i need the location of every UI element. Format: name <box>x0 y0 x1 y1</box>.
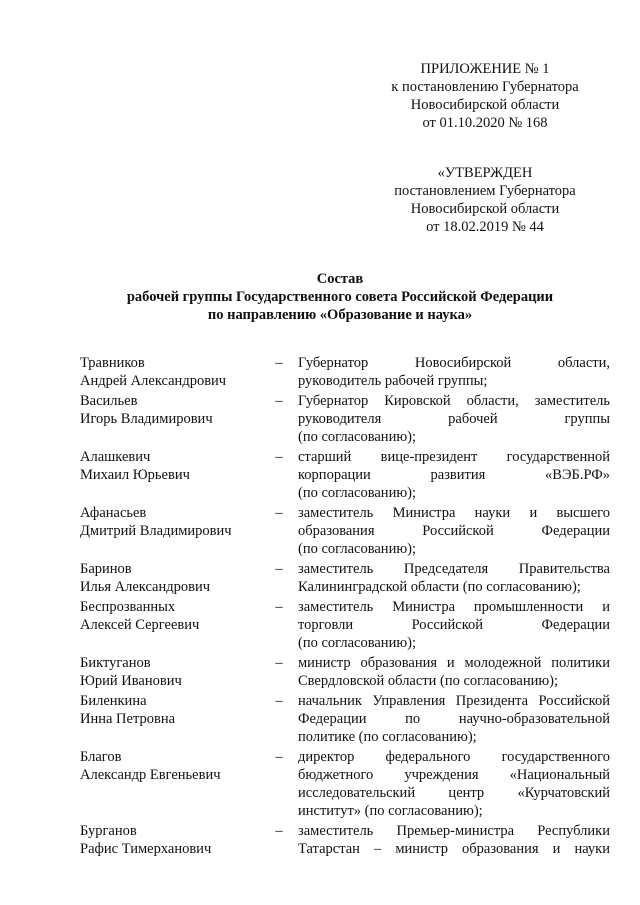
member-given-names: Илья Александрович <box>80 579 211 595</box>
member-name <box>80 654 260 690</box>
member-surname: Биктуганов <box>80 655 151 671</box>
member-role-line: образования Российской Федерации <box>298 523 610 539</box>
member-role-line: старший вице-президент государственной <box>298 449 610 465</box>
member-given-names: Рафис Тимерханович <box>80 841 212 857</box>
approval-line: от 18.02.2019 № 44 <box>426 219 544 235</box>
member-surname: Биленкина <box>80 693 147 709</box>
member-dash: – <box>275 561 283 577</box>
member-role-line: Губернатор Новосибирской области, <box>298 355 610 371</box>
member-row <box>80 748 610 820</box>
member-row <box>80 392 610 446</box>
member-role-line: Свердловской области (по согласованию); <box>298 673 559 689</box>
member-role <box>298 392 610 446</box>
annex-line: Новосибирской области <box>410 97 560 113</box>
members-list <box>80 354 610 860</box>
member-name <box>80 392 260 428</box>
member-role <box>298 654 610 690</box>
member-role <box>298 598 610 652</box>
member-name <box>80 448 260 484</box>
member-role-line: политике (по согласованию); <box>298 729 477 745</box>
member-dash: – <box>275 449 283 465</box>
member-role-line: Татарстан – министр образования и науки <box>298 841 610 857</box>
member-role <box>298 692 610 746</box>
member-row <box>80 354 610 390</box>
member-dash: – <box>275 823 283 839</box>
member-given-names: Александр Евгеньевич <box>80 767 221 783</box>
member-surname: Благов <box>80 749 122 765</box>
member-given-names: Алексей Сергеевич <box>80 617 200 633</box>
member-role-line: руководителя рабочей группы <box>298 411 610 427</box>
title-line: рабочей группы Государственного совета Российской Федерации <box>126 289 554 305</box>
annex-line: к постановлению Губернатора <box>391 79 579 95</box>
member-dash: – <box>275 749 283 765</box>
member-role <box>298 822 610 858</box>
approval-line: «УТВЕРЖДЕН <box>437 165 533 181</box>
member-given-names: Юрий Иванович <box>80 673 182 689</box>
document-title <box>60 270 620 324</box>
member-surname: Баринов <box>80 561 132 577</box>
member-dash: – <box>275 355 283 371</box>
member-row <box>80 598 610 652</box>
member-role-line: министр образования и молодежной политики <box>298 655 610 671</box>
member-role <box>298 354 610 390</box>
member-role-line: Федерации по научно-образовательной <box>298 711 610 727</box>
member-row <box>80 692 610 746</box>
member-role-line: (по согласованию); <box>298 541 417 557</box>
member-surname: Алашкевич <box>80 449 151 465</box>
member-role-line: торговли Российской Федерации <box>298 617 610 633</box>
member-surname: Васильев <box>80 393 138 409</box>
member-role <box>298 748 610 820</box>
member-given-names: Игорь Владимирович <box>80 411 213 427</box>
member-role-line: заместитель Министра науки и высшего <box>298 505 610 521</box>
member-surname: Травников <box>80 355 145 371</box>
member-role-line: заместитель Министра промышленности и <box>298 599 610 615</box>
member-given-names: Дмитрий Владимирович <box>80 523 232 539</box>
annex-line: ПРИЛОЖЕНИЕ № 1 <box>420 61 550 77</box>
member-name <box>80 504 260 540</box>
member-role-line: директор федерального государственного <box>298 749 610 765</box>
member-role <box>298 560 610 596</box>
member-row <box>80 654 610 690</box>
approval-stamp-block <box>370 164 600 236</box>
annex-header <box>370 60 600 132</box>
approval-line: Новосибирской области <box>410 201 560 217</box>
member-given-names: Андрей Александрович <box>80 373 227 389</box>
member-role-line: бюджетного учреждения «Национальный <box>298 767 610 783</box>
member-role-line: институт» (по согласованию); <box>298 803 483 819</box>
member-name <box>80 560 260 596</box>
member-given-names: Михаил Юрьевич <box>80 467 190 483</box>
member-dash: – <box>275 655 283 671</box>
member-role-line: Губернатор Кировской области, заместитель <box>298 393 610 409</box>
member-role-line: заместитель Председателя Правительства <box>298 561 610 577</box>
member-role-line: руководитель рабочей группы; <box>298 373 488 389</box>
member-given-names: Инна Петровна <box>80 711 176 727</box>
member-role <box>298 448 610 502</box>
member-surname: Беспрозванных <box>80 599 176 615</box>
member-role-line: (по согласованию); <box>298 485 417 501</box>
member-dash: – <box>275 393 283 409</box>
member-role-line: Калининградской области (по согласованию); <box>298 579 581 595</box>
member-role-line: (по согласованию); <box>298 429 417 445</box>
member-dash: – <box>275 505 283 521</box>
member-role-line: заместитель Премьер-министра Республики <box>298 823 610 839</box>
member-name <box>80 822 260 858</box>
member-row <box>80 560 610 596</box>
title-line: Состав <box>316 271 364 287</box>
member-name <box>80 354 260 390</box>
member-surname: Афанасьев <box>80 505 147 521</box>
member-surname: Бурганов <box>80 823 137 839</box>
member-name <box>80 692 260 728</box>
member-role-line: исследовательский центр «Курчатовский <box>298 785 610 801</box>
member-role-line: корпорации развития «ВЭБ.РФ» <box>298 467 610 483</box>
annex-line: от 01.10.2020 № 168 <box>422 115 548 131</box>
member-role-line: начальник Управления Президента Российской <box>298 693 610 709</box>
member-dash: – <box>275 693 283 709</box>
title-line: по направлению «Образование и наука» <box>207 307 473 323</box>
member-role <box>298 504 610 558</box>
member-name <box>80 598 260 634</box>
member-name <box>80 748 260 784</box>
member-row <box>80 448 610 502</box>
member-dash: – <box>275 599 283 615</box>
member-row <box>80 504 610 558</box>
member-role-line: (по согласованию); <box>298 635 417 651</box>
member-row <box>80 822 610 858</box>
approval-line: постановлением Губернатора <box>394 183 576 199</box>
